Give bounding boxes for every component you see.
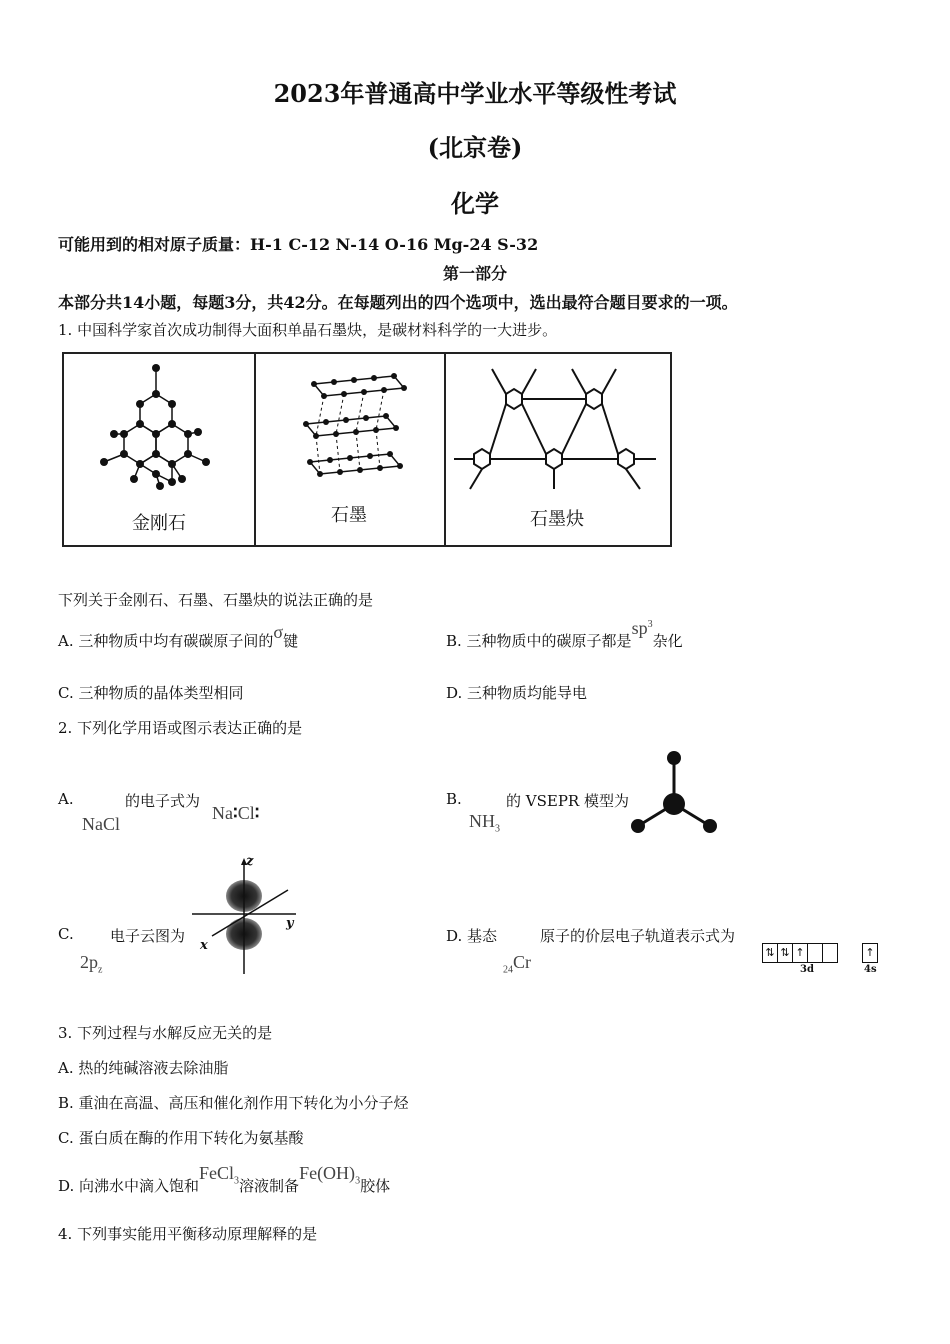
graphite-structure-icon [254,354,444,504]
feoh-text: Fe(OH) [299,1163,356,1183]
2p-text: 2p [80,952,98,972]
diamond-label: 金刚石 [132,513,186,534]
graphdiyne-panel [444,354,670,545]
q1-b-pre: B. 三种物质中的碳原子都是 [446,632,632,650]
3d-orbital-2: ⇅ [778,943,793,963]
q3-d-post: 胶体 [360,1177,391,1195]
fecl3-subscript: 3 [234,1175,240,1187]
graphite-label: 石墨 [331,505,367,526]
graphite-panel [254,354,446,545]
exam-title: 2023年普通高中学业水平等级性考试 [273,79,677,108]
q3-option-c: C. 蛋白质在酶的作用下转化为氨基酸 [58,1129,304,1147]
atomic-masses: 可能用到的相对原子质量：H-1 C-12 N-14 O-16 Mg-24 S-32 [58,235,539,254]
q3-option-d [58,1163,391,1199]
sp-superscript: 3 [647,619,653,630]
carbon-allotropes-figure [62,352,672,547]
q2-b-text: 的 VSEPR 模型为 [506,792,629,810]
4s-orbital: ↑ [862,943,878,963]
nacl-formula: NaCl [82,814,120,834]
x-axis-label: x [200,938,208,953]
diamond-structure-icon [64,354,254,504]
3d-orbitals [762,943,838,963]
sigma-symbol: σ [273,622,284,642]
q2-stem: 2. 下列化学用语或图示表达正确的是 [58,719,303,737]
q1-question: 下列关于金刚石、石墨、石墨炔的说法正确的是 [58,591,374,609]
z-axis-label: z [246,854,254,869]
q2-d-text: 原子的价层电子轨道表示式为 [540,927,736,945]
na-symbol: Na [212,803,233,823]
q2-a-text: 的电子式为 [125,792,201,810]
sp3-formula [632,618,653,638]
graphdiyne-structure-icon [444,354,670,504]
q1-b-post: 杂化 [652,632,683,650]
q1-a-pre: A. 三种物质中均有碳碳原子间的 [58,632,274,650]
diamond-panel [64,354,256,545]
colon-dots-2: ∶ [254,803,260,823]
cr-symbol: Cr [513,952,531,972]
nh3-formula [469,811,500,835]
3d-orbital-1: ⇅ [762,943,778,963]
nacl-electron-formula [212,803,259,824]
q1-option-d: D. 三种物质均能导电 [446,684,588,702]
nh-text: NH [469,811,495,831]
q2-d-pre: D. 基态 [446,927,498,945]
3d-label: 3d [800,964,814,975]
vsepr-model-icon [626,746,722,842]
fecl3-formula [199,1163,240,1187]
q1-a-post: 键 [283,632,299,650]
q1-option-c: C. 三种物质的晶体类型相同 [58,684,244,702]
3d-orbital-3: ↑ [793,943,808,963]
q3-option-b: B. 重油在高温、高压和催化剂作用下转化为小分子烃 [58,1094,409,1112]
q2-b-letter: B. [446,790,462,808]
part-heading: 第一部分 [442,264,507,283]
q2-c-text: 电子云图为 [110,927,186,945]
q3-stem: 3. 下列过程与水解反应无关的是 [58,1024,273,1042]
colon-dots: ∶ [233,803,238,823]
graphdiyne-label: 石墨炔 [530,509,584,530]
nh3-subscript: 3 [495,823,500,835]
2pz-formula [80,952,102,976]
q3-d-mid: 溶液制备 [239,1177,300,1195]
4s-label: 4s [864,964,877,975]
3d-orbital-4 [808,943,823,963]
q1-stem: 1. 中国科学家首次成功制得大面积单晶石墨炔，是碳材料科学的一大进步。 [58,321,558,339]
pz-subscript: z [98,964,103,976]
cl-symbol: Cl [237,803,255,823]
cr-atomic-number: 24 [503,964,513,976]
q3-d-pre: D. 向沸水中滴入饱和 [58,1177,200,1195]
q3-option-a: A. 热的纯碱溶液去除油脂 [58,1059,229,1077]
q2-a-letter: A. [58,790,74,808]
subject-title: 化学 [451,189,499,218]
sp-text: sp [631,618,648,638]
fecl-text: FeCl [199,1163,235,1183]
feoh3-formula [299,1163,361,1187]
cr-formula [503,952,531,976]
q2-c-letter: C. [58,925,74,943]
y-axis-label: y [286,916,294,931]
feoh3-subscript: 3 [355,1175,361,1187]
instructions: 本部分共14小题，每题3分，共42分。在每题列出的四个选项中，选出最符合题目要求的一项。 [58,293,738,312]
3d-orbital-5 [823,943,838,963]
q1-option-b [446,618,683,651]
q1-option-a [58,622,299,651]
q4-stem: 4. 下列事实能用平衡移动原理解释的是 [58,1225,318,1243]
exam-subtitle: (北京卷) [427,133,523,162]
